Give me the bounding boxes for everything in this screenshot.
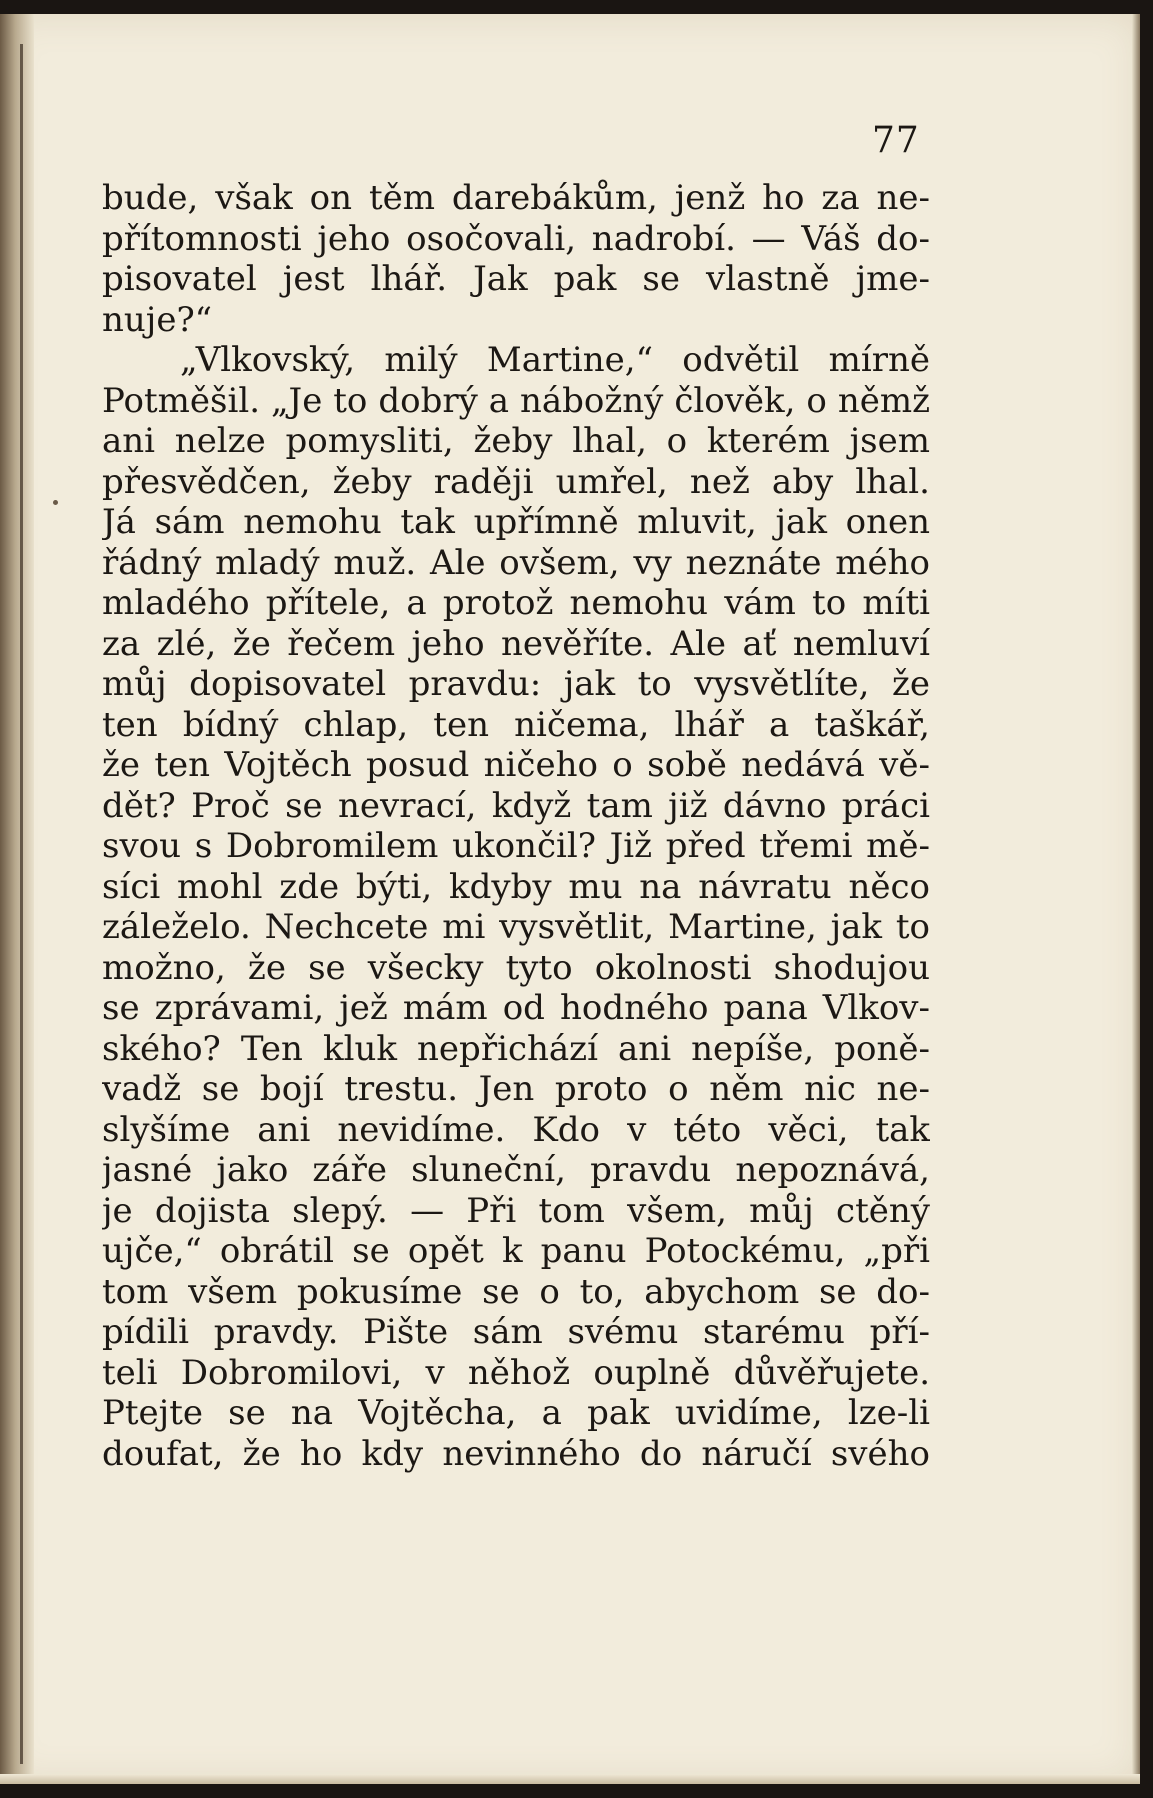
text-line: doufat, že ho kdy nevinného do náručí svého	[102, 1433, 930, 1474]
text-line: ten bídný chlap, ten ničema, lhář a taškář,	[102, 704, 930, 745]
text-line: ského? Ten kluk nepřichází ani nepíše, poně-	[102, 1028, 930, 1069]
text-line: dět? Proč se nevrací, když tam již dávno práci	[102, 785, 930, 826]
text-line: Potměšil. „Je to dobrý a nábožný člověk, o němž	[102, 380, 930, 421]
text-line: Já sám nemohu tak upřímně mluvit, jak onen	[102, 502, 930, 542]
text-line: za zlé, že řečem jeho nevěříte. Ale ať nemluví	[102, 623, 930, 664]
text-line: přítomnosti jeho osočovali, nadrobí. — Váš do-	[102, 218, 930, 259]
text-line: záleželo. Nechcete mi vysvětlit, Martine, jak to	[102, 907, 930, 947]
text-line: svou s Dobromilem ukončil? Již před třemi mě-	[102, 826, 930, 866]
book-spine-shadow	[0, 14, 34, 1784]
text-line: přesvědčen, žeby raději umřel, než aby lhal.	[102, 461, 930, 502]
text-line: teli Dobromilovi, v něhož ouplně důvěřujete.	[102, 1352, 930, 1393]
body-text	[102, 178, 930, 1474]
text-line: jasné jako záře sluneční, pravdu nepoznává,	[102, 1150, 930, 1190]
text-line: síci mohl zde býti, kdyby mu na návratu něco	[102, 866, 930, 907]
book-page	[0, 14, 1140, 1784]
text-line: mladého přítele, a protož nemohu vám to míti	[102, 583, 930, 623]
text-line: Ptejte se na Vojtěcha, a pak uvidíme, lze-li	[102, 1393, 930, 1433]
text-line: vadž se bojí trestu. Jen proto o něm nic ne-	[102, 1069, 930, 1109]
text-line: se zprávami, jež mám od hodného pana Vlkov-	[102, 988, 930, 1028]
page-bottom-edge	[0, 1774, 1140, 1784]
text-line: řádný mladý muž. Ale ovšem, vy neznáte mého	[102, 542, 930, 583]
text-line: bude, však on těm darebákům, jenž ho za ne-	[102, 178, 930, 218]
text-line: nuje?“	[102, 299, 213, 340]
text-line: můj dopisovatel pravdu: jak to vysvětlíte, že	[102, 664, 930, 704]
text-line: pídili pravdy. Pište sám svému starému pří-	[102, 1312, 930, 1352]
text-line: pisovatel jest lhář. Jak pak se vlastně jme-	[102, 259, 930, 299]
page-number: 77	[872, 120, 920, 161]
page-edge	[1132, 14, 1140, 1784]
text-line: „Vlkovský, milý Martine,“ odvětil mírně	[180, 340, 930, 380]
text-line: možno, že se všecky tyto okolnosti shodujou	[102, 947, 930, 988]
text-line: je dojista slepý. — Při tom všem, můj ctěný	[102, 1190, 930, 1231]
text-line: slyšíme ani nevidíme. Kdo v této věci, tak	[102, 1109, 930, 1150]
text-line: ujče,“ obrátil se opět k panu Potockému, „při	[102, 1231, 930, 1271]
text-line: že ten Vojtěch posud ničeho o sobě nedává vě-	[102, 745, 930, 785]
gutter-line	[20, 44, 23, 1764]
text-line: ani nelze pomysliti, žeby lhal, o kterém jsem	[102, 421, 930, 461]
text-line: tom všem pokusíme se o to, abychom se do-	[102, 1271, 930, 1312]
paper-speck	[53, 500, 58, 505]
